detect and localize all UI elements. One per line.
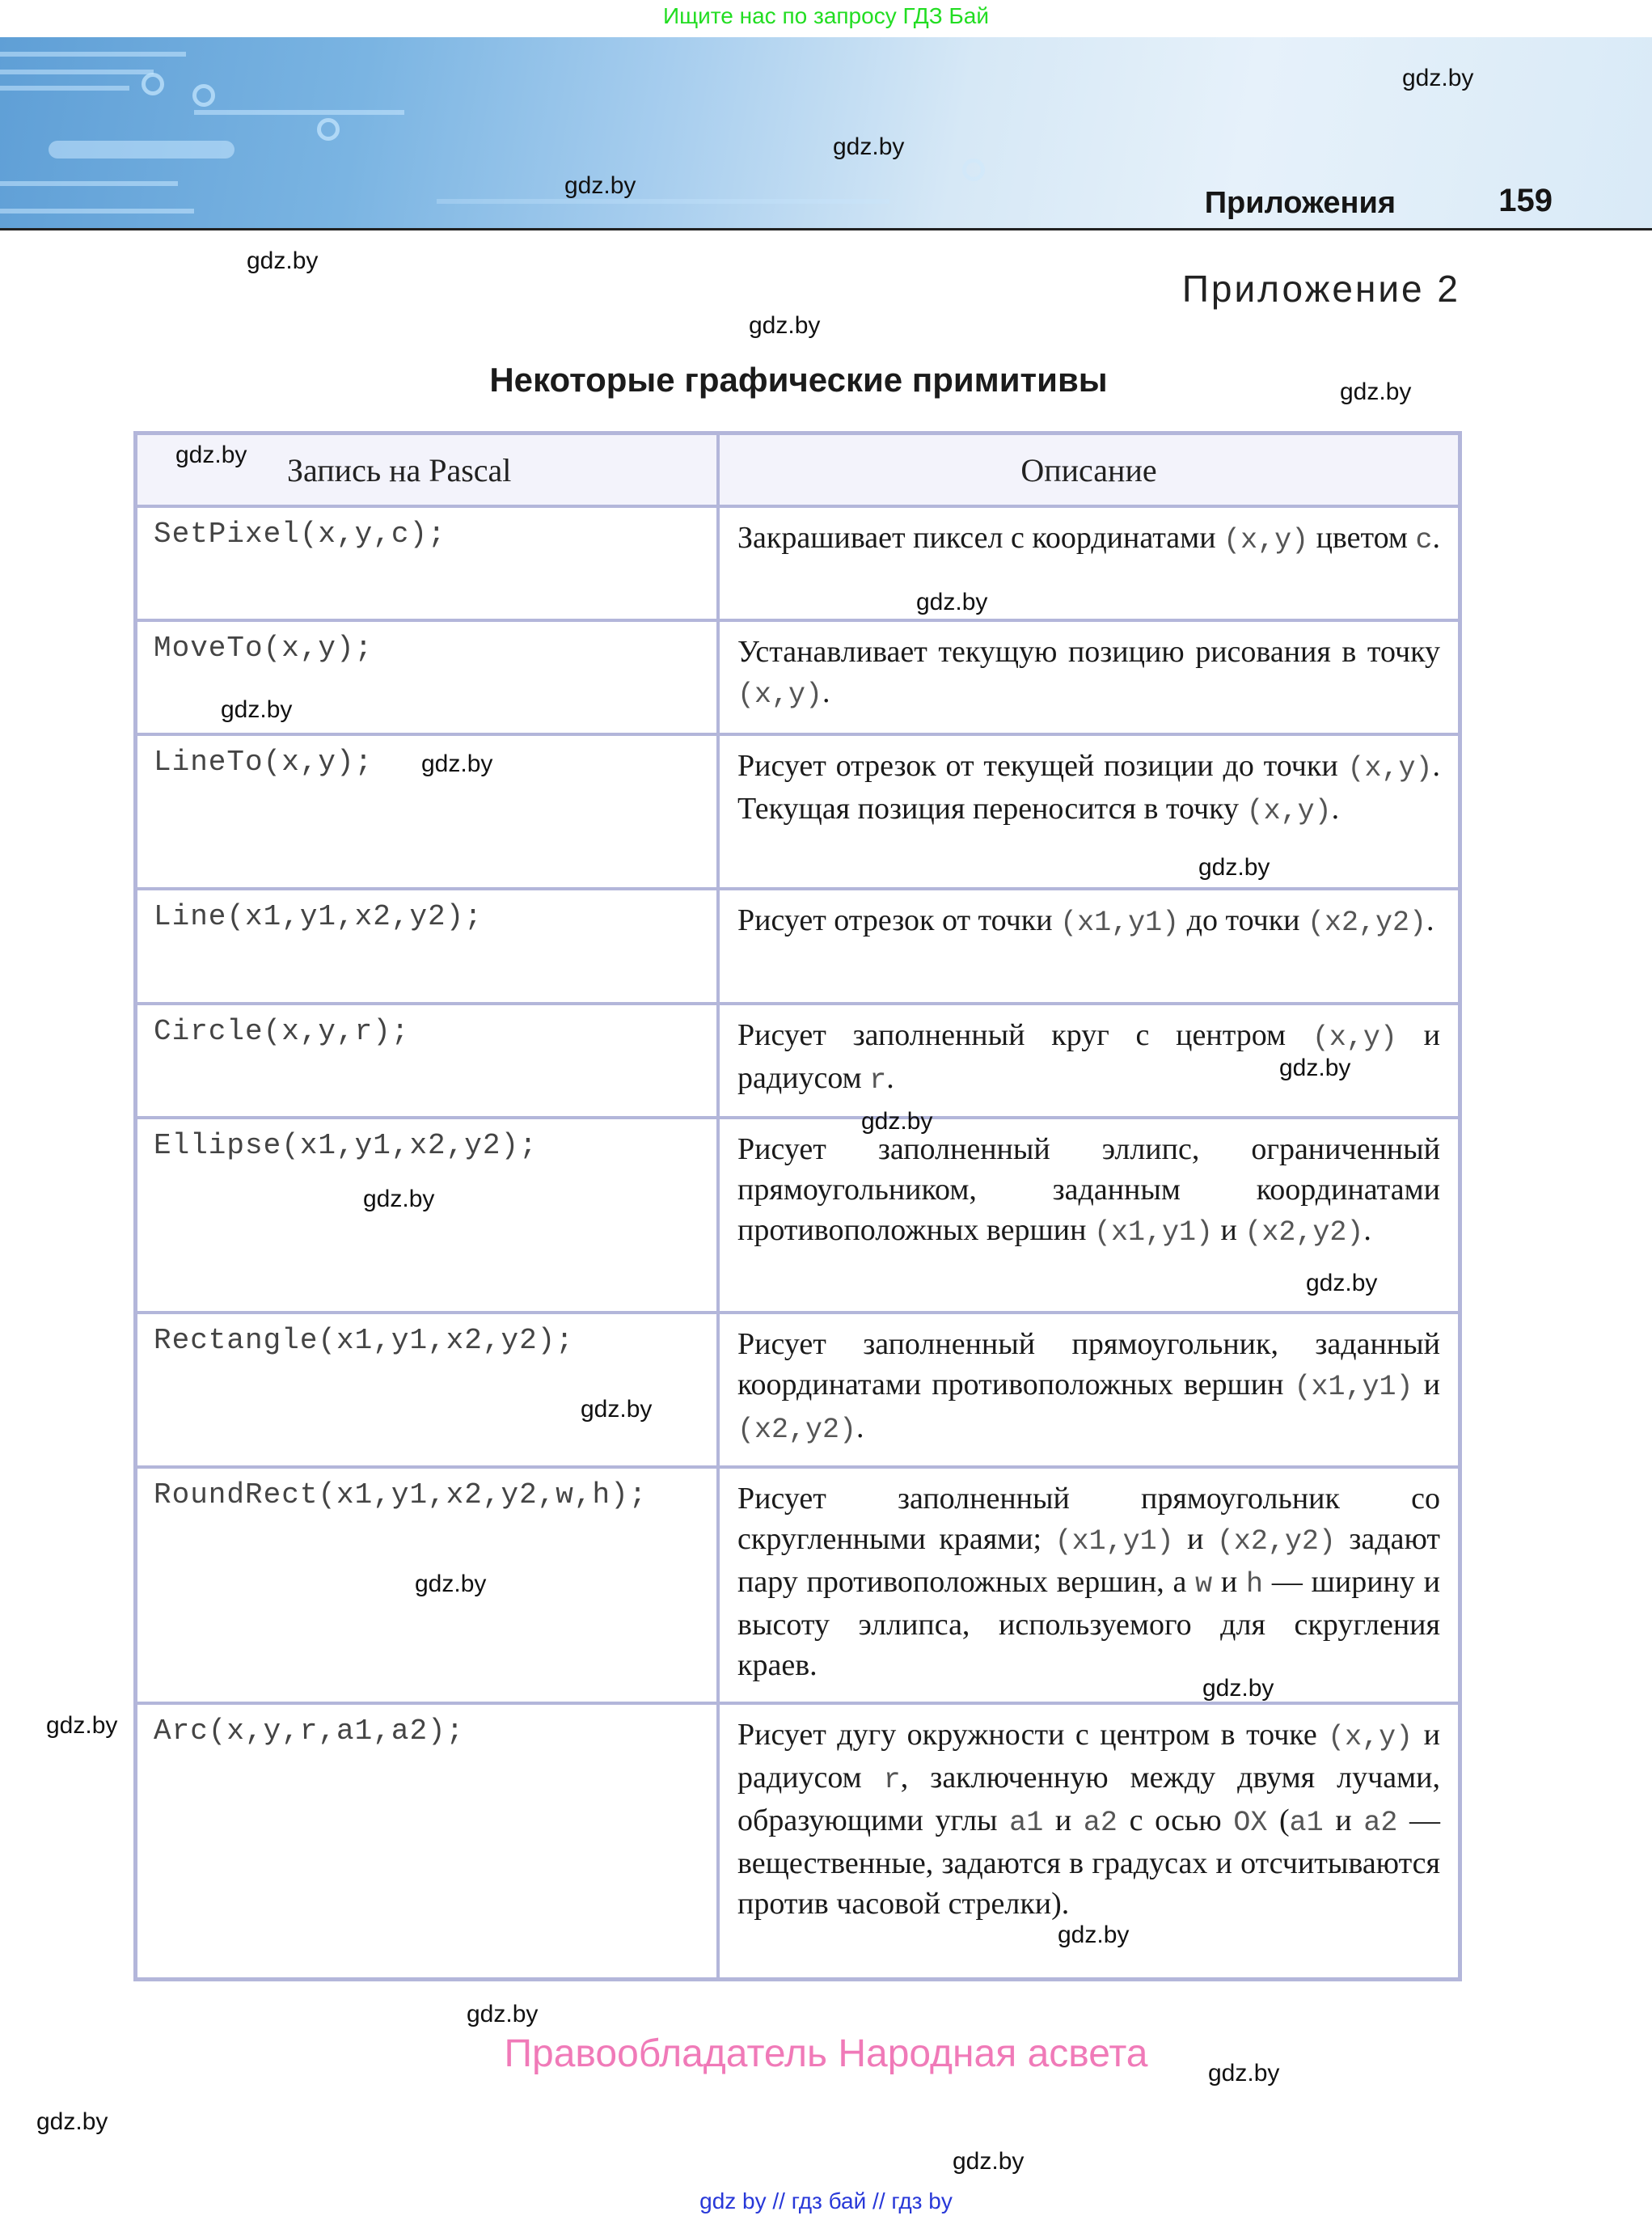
description-cell: Рисует заполненный эллипс, ограниченный прямоугольником, заданным координатами противоположных вершин (x1,y1) и (x2,y2).	[718, 1118, 1460, 1313]
watermark-text: gdz.by	[46, 1712, 118, 1739]
inline-code: w	[1195, 1568, 1213, 1600]
watermark-text: gdz.by	[749, 312, 821, 339]
watermark-text: gdz.by	[175, 442, 247, 468]
pascal-code-cell: Rectangle(x1,y1,x2,y2);	[136, 1313, 719, 1467]
inline-code: (x2,y2)	[1308, 907, 1427, 939]
watermark-text: gdz.by	[1198, 854, 1270, 881]
inline-code: (x1,y1)	[1054, 1525, 1174, 1558]
inline-code: a2	[1083, 1807, 1118, 1839]
table-row	[136, 1467, 1460, 1703]
watermark-text: gdz.by	[1202, 1675, 1274, 1702]
inline-code: (x1,y1)	[1060, 907, 1180, 939]
inline-code: (x2,y2)	[1216, 1525, 1336, 1558]
section-title: Некоторые графические примитивы	[489, 361, 1108, 399]
inline-code: a1	[1009, 1807, 1044, 1839]
table-row	[136, 1004, 1460, 1118]
watermark-text: gdz.by	[1340, 378, 1412, 405]
graphics-primitives-table	[133, 431, 1462, 1981]
description-cell: Рисует заполненный круг с центром (x,y) и радиусом r.	[718, 1004, 1460, 1118]
description-cell: Рисует дугу окружности с центром в точке (x,y) и радиусом r, заключенную между двумя лучами, образующими углы a1 и a2 с осью OX (a1 и a2 — вещественные, задаются в градусах и отсчитываются против часовой стрелки).	[718, 1703, 1460, 1979]
watermark-text: gdz.by	[564, 172, 636, 199]
description-cell: Закрашивает пиксел с координатами (x,y) цветом c.	[718, 506, 1460, 620]
inline-code: (x,y)	[1312, 1021, 1397, 1054]
watermark-text: gdz.by	[1402, 65, 1474, 91]
watermark-text: gdz.by	[247, 247, 319, 274]
table-row	[136, 1118, 1460, 1313]
watermark-text: gdz.by	[861, 1108, 933, 1135]
table-row	[136, 1703, 1460, 1979]
column-header-description: Описание	[718, 433, 1460, 507]
inline-code: (x,y)	[1246, 795, 1332, 827]
pascal-code-cell: Ellipse(x1,y1,x2,y2);	[136, 1118, 719, 1313]
watermark-text: gdz.by	[833, 133, 905, 160]
inline-code: r	[883, 1764, 901, 1796]
inline-code: OX	[1233, 1807, 1268, 1839]
description-cell: Устанавливает текущую позицию рисования в точку (x,y).	[718, 620, 1460, 734]
table-row	[136, 620, 1460, 734]
watermark-text: gdz.by	[581, 1396, 653, 1423]
inline-code: (x,y)	[1347, 752, 1433, 784]
pascal-code-cell: RoundRect(x1,y1,x2,y2,w,h);	[136, 1467, 719, 1703]
table-row	[136, 506, 1460, 620]
inline-code: (x1,y1)	[1294, 1371, 1413, 1403]
watermark-text: gdz.by	[1279, 1055, 1351, 1081]
inline-code: (x,y)	[737, 679, 823, 711]
watermark-text: gdz.by	[421, 750, 493, 777]
inline-code: a1	[1289, 1807, 1324, 1839]
watermark-text: gdz.by	[415, 1571, 487, 1597]
inline-code: a2	[1363, 1807, 1398, 1839]
inline-code: (x2,y2)	[1244, 1216, 1364, 1249]
inline-code: (x1,y1)	[1093, 1216, 1213, 1249]
watermark-text: gdz.by	[916, 589, 988, 615]
watermark-text: gdz.by	[1058, 1922, 1130, 1948]
appendix-label: Приложение 2	[1181, 268, 1460, 310]
watermark-text: gdz.by	[36, 2108, 108, 2135]
watermark-text: gdz.by	[1208, 2060, 1280, 2087]
watermark-text: gdz.by	[221, 696, 293, 723]
description-cell: Рисует отрезок от текущей позиции до точки (x,y). Текущая позиция переносится в точку (x,y).	[718, 734, 1460, 889]
description-cell: Рисует заполненный прямоугольник, заданный координатами противоположных вершин (x1,y1) и (x2,y2).	[718, 1313, 1460, 1467]
search-hint-banner: Ищите нас по запросу ГДЗ Бай	[662, 3, 990, 28]
table-header-row	[136, 433, 1460, 507]
pascal-code-cell: MoveTo(x,y);	[136, 620, 719, 734]
column-header-pascal: Запись на Pascal	[136, 433, 719, 507]
watermark-text: gdz.by	[1306, 1270, 1378, 1296]
pascal-code-cell: LineTo(x,y);	[136, 734, 719, 889]
inline-code: r	[869, 1064, 887, 1097]
page-number: 159	[1498, 183, 1553, 218]
pascal-code-cell: Circle(x,y,r);	[136, 1004, 719, 1118]
watermark-text: gdz.by	[363, 1186, 435, 1212]
watermark-text: gdz.by	[467, 2001, 539, 2027]
table-row	[136, 889, 1460, 1004]
pascal-code-cell: SetPixel(x,y,c);	[136, 506, 719, 620]
inline-code: (x,y)	[1328, 1721, 1413, 1753]
inline-code: h	[1246, 1568, 1264, 1600]
inline-code: (x2,y2)	[737, 1414, 857, 1446]
inline-code: c	[1415, 524, 1433, 556]
inline-code: (x,y)	[1223, 524, 1309, 556]
footer-links[interactable]: gdz by // гдз бай // гдз by	[699, 2188, 953, 2213]
description-cell: Рисует отрезок от точки (x1,y1) до точки (x2,y2).	[718, 889, 1460, 1004]
pascal-code-cell: Arc(x,y,r,a1,a2);	[136, 1703, 719, 1979]
description-cell: Рисует заполненный прямоугольник со скругленными краями; (x1,y1) и (x2,y2) задают пару противоположных вершин, а w и h — ширину и высоту эллипса, используемого для скругления краев.	[718, 1467, 1460, 1703]
running-title: Приложения	[1204, 186, 1396, 220]
pascal-code-cell: Line(x1,y1,x2,y2);	[136, 889, 719, 1004]
watermark-text: gdz.by	[953, 2148, 1025, 2175]
table-row	[136, 1313, 1460, 1467]
rights-holder-notice: Правообладатель Народная асвета	[504, 2032, 1148, 2075]
